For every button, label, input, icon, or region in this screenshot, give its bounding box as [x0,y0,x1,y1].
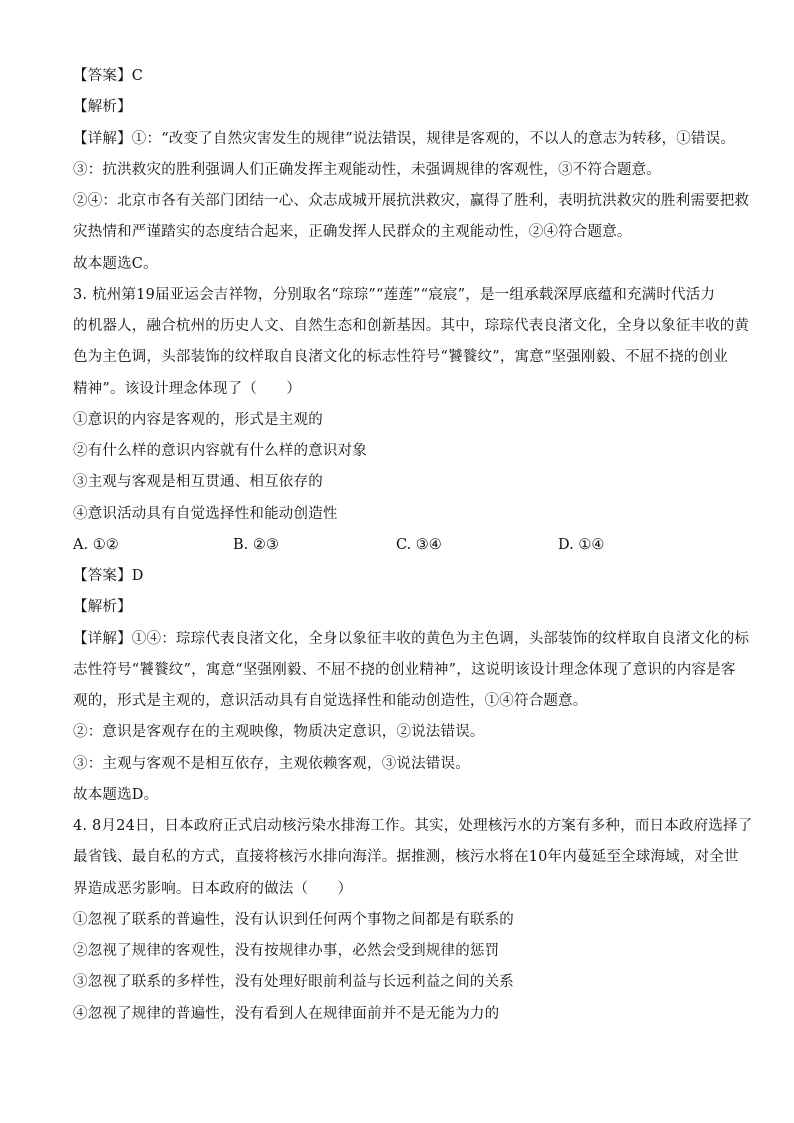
question-3-stem: 的机器人，融合杭州的历史人文、自然生态和创新基因。其中，琮琮代表良渚文化，全身以象征丰收的黄 [73,318,750,334]
question-3-stem: 精神”。该设计理念体现了（ ） [73,381,302,397]
question-3-stem: 3. 杭州第19届亚运会吉祥物，分别取名“琮琮”“莲莲”“宸宸”，是一组承载深厚底蕴和充满时代活力 [73,287,716,303]
statement-item: ②忽视了规律的客观性，没有按规律办事，必然会受到规律的惩罚 [73,943,500,959]
statement-item: ③忽视了联系的多样性，没有处理好眼前利益与长远利益之间的关系 [73,974,514,990]
explanation-line: 【详解】①④：琮琮代表良渚文化，全身以象征丰收的黄色为主色调，头部装饰的纹样取自良渚文化的标 [73,631,750,647]
explanation-line: 观的，形式是主观的，意识活动具有自觉选择性和能动创造性，①④符合题意。 [73,693,588,709]
statement-item: ④意识活动具有自觉选择性和能动创造性 [73,506,338,522]
statement-item: ④忽视了规律的普遍性，没有看到人在规律面前并不是无能为力的 [73,1006,500,1022]
explanation-line: 灾热情和严谨踏实的态度结合起来，正确发挥人民群众的主观能动性，②④符合题意。 [73,224,632,240]
conclusion-line: 故本题选C。 [73,256,158,272]
analysis-label-q2: 【解析】 [73,99,132,115]
option-d: D. ①④ [558,537,605,553]
statement-item: ①忽视了联系的普遍性，没有认识到任何两个事物之间都是有联系的 [73,912,514,928]
question-4-stem: 界造成恶劣影响。日本政府的做法（ ） [73,881,353,897]
conclusion-line: 故本题选D。 [73,787,159,803]
answer-label-q2: 【答案】C [73,68,144,84]
statement-item: ②有什么样的意识内容就有什么样的意识对象 [73,443,367,459]
explanation-line: ②④：北京市各有关部门团结一心、众志成城开展抗洪救灾，赢得了胜利，表明抗洪救灾的胜利需要把救 [73,193,750,209]
option-c: C. ③④ [396,537,442,553]
question-3-stem: 色为主色调，头部装饰的纹样取自良渚文化的标志性符号“饕餮纹”，寓意“坚强刚毅、不屈不挠的创业 [73,349,728,365]
option-b: B. ②③ [233,537,279,553]
question-4-stem: 4. 8月24日，日本政府正式启动核污染水排海工作。其实，处理核污水的方案有多种，而日本政府选择了 [73,818,753,834]
explanation-line: ②：意识是客观存在的主观映像，物质决定意识，②说法错误。 [73,724,485,740]
statement-item: ①意识的内容是客观的，形式是主观的 [73,412,323,428]
option-a: A. ①② [73,537,119,553]
answer-label-q3: 【答案】D [73,568,144,584]
explanation-line: 志性符号“饕餮纹”，寓意“坚强刚毅、不屈不挠的创业精神”，这说明该设计理念体现了意识的内容是客 [73,662,736,678]
explanation-line: 【详解】①：“改变了自然灾害发生的规律”说法错误，规律是客观的，不以人的意志为转移，①错误。 [73,131,736,147]
explanation-line: ③：抗洪救灾的胜利强调人们正确发挥主观能动性，未强调规律的客观性，③不符合题意。 [73,162,661,178]
question-4-stem: 最省钱、最自私的方式，直接将核污水排向海洋。据推测，核污水将在10年内蔓延至全球海域，对全世 [73,849,739,865]
statement-item: ③主观与客观是相互贯通、相互依存的 [73,474,323,490]
analysis-label-q3: 【解析】 [73,599,132,615]
explanation-line: ③：主观与客观不是相互依存，主观依赖客观，③说法错误。 [73,756,470,772]
